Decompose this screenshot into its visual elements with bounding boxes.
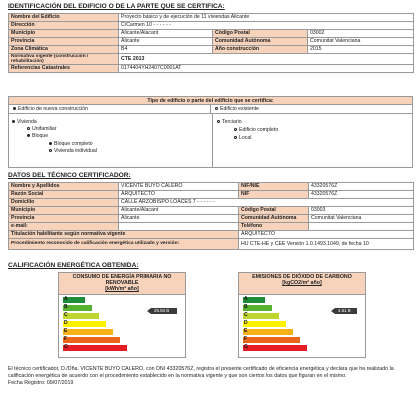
rating-bar-d (63, 321, 106, 327)
footer-declaration: El técnico certificador, D./Dña. VICENTE BUYO CALERO, con DNI 43320576Z, registra el presente certificado de eficiencia energética y declara que ha realizado la calificación energética de acuerdo con el procedimiento establecido en la normativa vigente y que son ciertos los datos que figuran en el mismo. (8, 366, 394, 379)
building-cadastral-label: Referencias Catastrales (9, 65, 119, 73)
tech-procedure-value: HU CTE-HE y CEE Versión 1.0.1493.1049, de fecha 10 (239, 239, 414, 250)
option-unifamiliar-label: Unifamiliar (32, 126, 57, 132)
building-year-label: Año construcción (213, 46, 308, 54)
technician-section-title: DATOS DEL TÉCNICO CERTIFICADOR: (8, 172, 131, 179)
tech-company-value: ARQUITECTO (119, 191, 239, 199)
tech-title-label: Titulación habilitante según normativa vigente (9, 231, 239, 239)
footer-date: Fecha Registro: 09/07/2019 (8, 380, 74, 386)
rating-letter: F (64, 336, 68, 343)
tech-nif2-label: NIF (239, 191, 309, 199)
option-terciario-label: Terciario (222, 119, 242, 125)
emissions-marker: 4.61 B (335, 308, 357, 314)
radio-selected-icon (27, 134, 30, 137)
rating-letter: C (64, 312, 68, 319)
option-local-label: Local (239, 135, 252, 141)
radio-empty-icon (215, 107, 218, 110)
building-province-label: Provincia (9, 38, 119, 46)
rating-letter: E (64, 328, 68, 335)
tech-postal-value: 03003 (309, 207, 414, 215)
tech-community-label: Comunidad Autónoma (239, 215, 309, 223)
building-table (8, 13, 414, 73)
option-existing-building-label: Edificio existente (220, 106, 259, 112)
tech-address-label: Domicilio (9, 199, 119, 207)
consumption-title: CONSUMO DE ENERGÍA PRIMARIA NO RENOVABLE (72, 274, 172, 287)
consumption-unit: [kWh/m² año] (105, 286, 139, 293)
option-bloque[interactable] (27, 133, 48, 140)
emissions-header (239, 273, 365, 295)
rating-letter: A (64, 296, 68, 303)
rating-bar-a (243, 297, 265, 303)
building-climate-label: Zona Climática (9, 46, 119, 54)
building-province-value: Alicante (119, 38, 213, 46)
building-municipality-label: Municipio (9, 30, 119, 38)
rating-bar-c (243, 313, 279, 319)
option-new-building[interactable] (9, 105, 210, 113)
rating-letter: F (244, 336, 248, 343)
building-name-value: Proyecto básico y de ejecución de 11 viviendas Alicante (119, 14, 414, 22)
radio-selected-icon (12, 120, 15, 123)
consumption-panel (58, 272, 186, 358)
identification-section-title: IDENTIFICACIÓN DEL EDIFICIO O DE LA PARTE QUE SE CERTIFICA: (8, 3, 225, 10)
rating-letter: G (244, 344, 248, 351)
option-edificio-completo-label: Edificio completo (239, 127, 279, 133)
rating-letter: E (244, 328, 248, 335)
tech-title-value: ARQUITECTO (239, 231, 414, 239)
building-cadastral-value: 0174404YH2407C0001AT (119, 65, 414, 73)
technician-table (8, 182, 414, 250)
option-vivienda[interactable] (12, 119, 37, 126)
option-vivienda-individual-label: Vivienda individual (54, 148, 97, 154)
tech-community-value: Comunitat Valenciana (309, 215, 414, 223)
building-norm-label: Normativa vigente (construcción / rehabilitación) (9, 54, 119, 65)
tech-nif-value: 43320576Z (309, 183, 414, 191)
rating-letter: A (244, 296, 248, 303)
emissions-unit: [kgCO2/m² año] (282, 280, 322, 287)
tech-name-value: VICENTE BUYO CALERO (119, 183, 239, 191)
consumption-scale (59, 297, 185, 357)
emissions-title: EMISIONES DE DIÓXIDO DE CARBONO (252, 274, 352, 280)
rating-letter: D (64, 320, 68, 327)
consumption-marker: 25.93 B (151, 308, 177, 314)
rating-bar-f (243, 337, 300, 343)
rating-bar-d (243, 321, 286, 327)
option-existing-building[interactable] (210, 105, 412, 113)
option-vivienda-label: Vivienda (17, 119, 37, 125)
radio-empty-icon (234, 136, 237, 139)
rating-letter: C (244, 312, 248, 319)
tech-nif2-value: 43320576Z (309, 191, 414, 199)
building-address-value: C/Carmen 10 - - - - - - (119, 22, 414, 30)
option-unifamiliar[interactable] (27, 126, 57, 133)
rating-bar-g (243, 345, 307, 351)
tech-email-label: e-mail: (9, 223, 119, 231)
emissions-panel (238, 272, 366, 358)
rating-section-title: CALIFICACIÓN ENERGÉTICA OBTENIDA: (8, 262, 139, 269)
rating-letter: D (244, 320, 248, 327)
building-address-label: Dirección (9, 22, 119, 30)
footer (8, 366, 412, 387)
tech-province-value: Alicante (119, 215, 239, 223)
building-climate-value: B4 (119, 46, 213, 54)
rating-bar-e (63, 329, 113, 335)
option-bloque-label: Bloque (32, 133, 49, 139)
consumption-header (59, 273, 185, 295)
rating-letter: B (64, 304, 68, 311)
rating-bar-g (63, 345, 127, 351)
tech-municipality-label: Municipio (9, 207, 119, 215)
building-name-label: Nombre del Edificio (9, 14, 119, 22)
option-terciario[interactable] (217, 119, 242, 126)
tech-procedure-label: Procedimiento reconocido de calificación energética utilizado y versión: (9, 239, 239, 250)
radio-selected-icon (13, 107, 16, 110)
column-divider (212, 114, 213, 168)
building-norm-value: CTE 2013 (119, 54, 414, 65)
rating-bar-a (63, 297, 85, 303)
tech-municipality-value: Alicante/Alacant (119, 207, 239, 215)
rating-letter: B (244, 304, 248, 311)
building-community-label: Comunidad Autónoma (213, 38, 308, 46)
tech-nif-label: NIF/NIE (239, 183, 309, 191)
radio-empty-icon (217, 120, 220, 123)
tech-address-value: CALLE ARZOBISPO LOACES 7 - - - - - - (119, 199, 414, 207)
rating-bar-e (243, 329, 293, 335)
option-edificio-completo[interactable] (234, 127, 278, 134)
option-new-building-label: Edificio de nueva construcción (18, 106, 89, 112)
tech-company-label: Razón Social (9, 191, 119, 199)
building-postal-label: Código Postal (213, 30, 308, 38)
rating-bar-b (243, 305, 272, 311)
rating-bar-b (63, 305, 92, 311)
option-local[interactable] (234, 135, 251, 142)
tech-email-value (119, 223, 239, 231)
option-bloque-completo-label: Bloque completo (54, 141, 93, 147)
tech-postal-label: Código Postal (239, 207, 309, 215)
building-type-box (8, 96, 413, 168)
tech-name-label: Nombre y Apellidos (9, 183, 119, 191)
rating-letter: G (64, 344, 68, 351)
building-year-value: 2015 (308, 46, 414, 54)
building-type-title: Tipo de edificio o parte del edificio que se certifica: (9, 97, 412, 105)
radio-empty-icon (27, 127, 30, 130)
radio-empty-icon (49, 149, 52, 152)
option-vivienda-individual[interactable] (49, 148, 97, 155)
emissions-scale (239, 297, 365, 357)
tech-phone-label: Teléfono (239, 223, 309, 231)
rating-bar-f (63, 337, 120, 343)
option-bloque-completo[interactable] (49, 141, 93, 148)
building-municipality-value: Alicante/Alacant (119, 30, 213, 38)
radio-selected-icon (49, 142, 52, 145)
radio-empty-icon (234, 128, 237, 131)
building-community-value: Comunitat Valenciana (308, 38, 414, 46)
rating-bar-c (63, 313, 99, 319)
tech-phone-value (309, 223, 414, 231)
building-postal-value: 03002 (308, 30, 414, 38)
tech-province-label: Provincia (9, 215, 119, 223)
